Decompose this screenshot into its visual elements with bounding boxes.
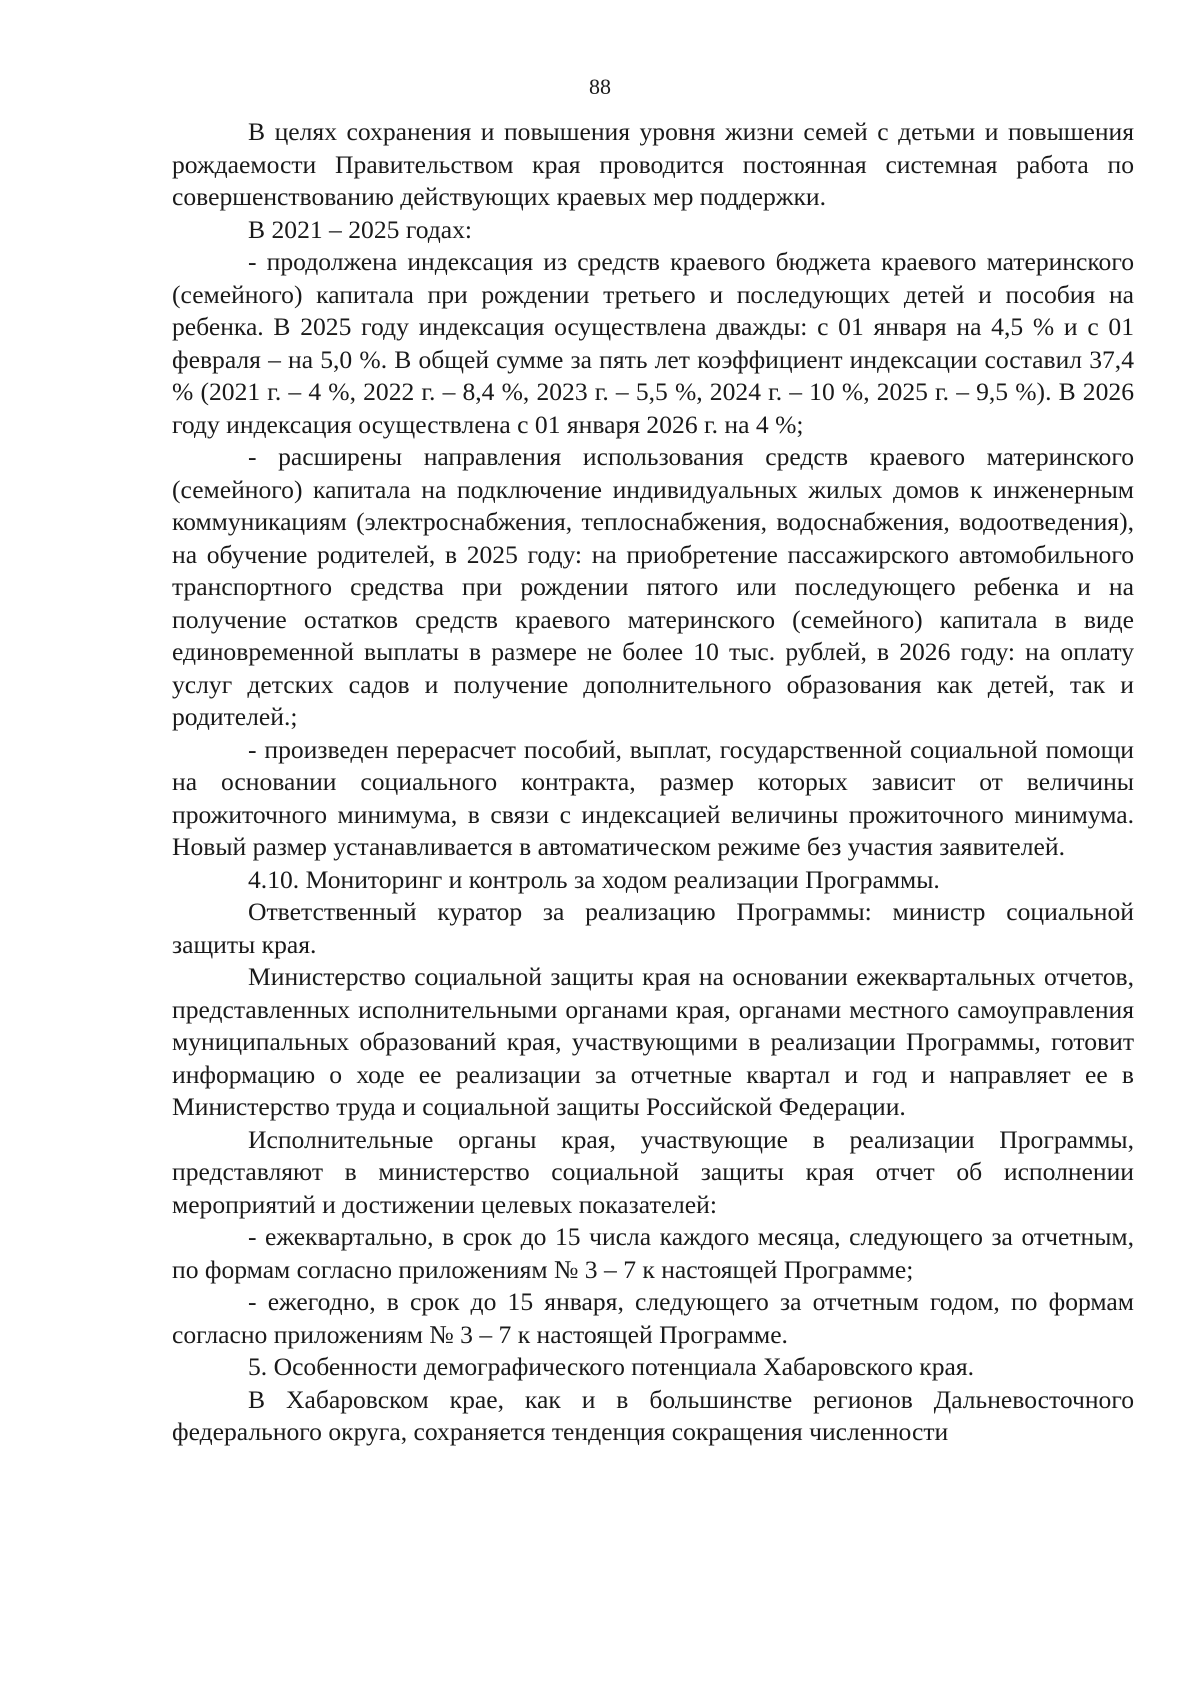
paragraph-period-heading: В 2021 – 2025 годах:: [248, 214, 473, 244]
page-number: 88: [589, 74, 611, 99]
list-item-recalculation: - произведен перерасчет пособий, выплат, государственной социальной помощи на основании социального контракта, размер которых зависит от величины прожиточного минимума, в связи с индексацией величины прожиточного минимума. Новый размер устанавливается в автоматическом режиме без участия заявителей.: [172, 734, 1134, 861]
list-item-capital-directions: - расширены направления использования средств краевого материнского (семейного) капитала на подключение индивидуальных жилых домов к инженерным коммуникациям (электроснабжения, теплоснабжения, водоснабжения, водоотведения), на обучение родителей, в 2025 году: на приобретение пассажирского автомобильного транспортного средства при рождении пятого или последующего ребенка и на получение остатков средств краевого материнского (семейного) капитала в виде единовременной выплаты в размере не более 10 тыс. рублей, в 2026 году: на оплату услуг детских садов и получение дополнительного образования как детей, так и родителей.;: [172, 442, 1134, 731]
paragraph-curator: Ответственный куратор за реализацию Программы: министр социальной защиты края.: [172, 897, 1134, 959]
paragraph-intro: В целях сохранения и повышения уровня жизни семей с детьми и повышения рождаемости Правительством края проводится постоянная системная работа по совершенствованию действующих краевых мер поддержки.: [172, 117, 1134, 211]
list-item-indexation: - продолжена индексация из средств краевого бюджета краевого материнского (семейного) капитала при рождении третьего и последующих детей и пособия на ребенка. В 2025 году индексация осуществлена дважды: с 01 января на 4,5 % и с 01 февраля – на 5,0 %. В общей сумме за пять лет коэффициент индексации составил 37,4 % (2021 г. – 4 %, 2022 г. – 8,4 %, 2023 г. – 5,5 %, 2024 г. – 10 %, 2025 г. – 9,5 %). В 2026 году индексация осуществлена с 01 января 2026 г. на 4 %;: [172, 247, 1134, 439]
list-item-quarterly: - ежеквартально, в срок до 15 числа каждого месяца, следующего за отчетным, по формам согласно приложениям № 3 – 7 к настоящей Программе;: [172, 1222, 1134, 1284]
paragraph-demographics: В Хабаровском крае, как и в большинстве регионов Дальневосточного федерального округа, сохраняется тенденция сокращения численности: [172, 1384, 1134, 1446]
section-heading-monitoring: 4.10. Мониторинг и контроль за ходом реализации Программы.: [248, 864, 940, 894]
document-body: [172, 116, 1134, 1449]
paragraph-executive-bodies: Исполнительные органы края, участвующие в реализации Программы, представляют в министерство социальной защиты края отчет об исполнении мероприятий и достижении целевых показателей:: [172, 1124, 1134, 1219]
paragraph-ministry-reports: Министерство социальной защиты края на основании ежеквартальных отчетов, представленных исполнительными органами края, органами местного самоуправления муниципальных образований края, участвующими в реализации Программы, готовит информацию о ходе ее реализации за отчетные квартал и год и направляет ее в Министерство труда и социальной защиты Российской Федерации.: [172, 962, 1134, 1121]
list-item-annual: - ежегодно, в срок до 15 января, следующего за отчетным годом, по формам согласно приложениям № 3 – 7 к настоящей Программе.: [172, 1287, 1134, 1349]
section-heading-demographics: 5. Особенности демографического потенциала Хабаровского края.: [248, 1352, 975, 1381]
